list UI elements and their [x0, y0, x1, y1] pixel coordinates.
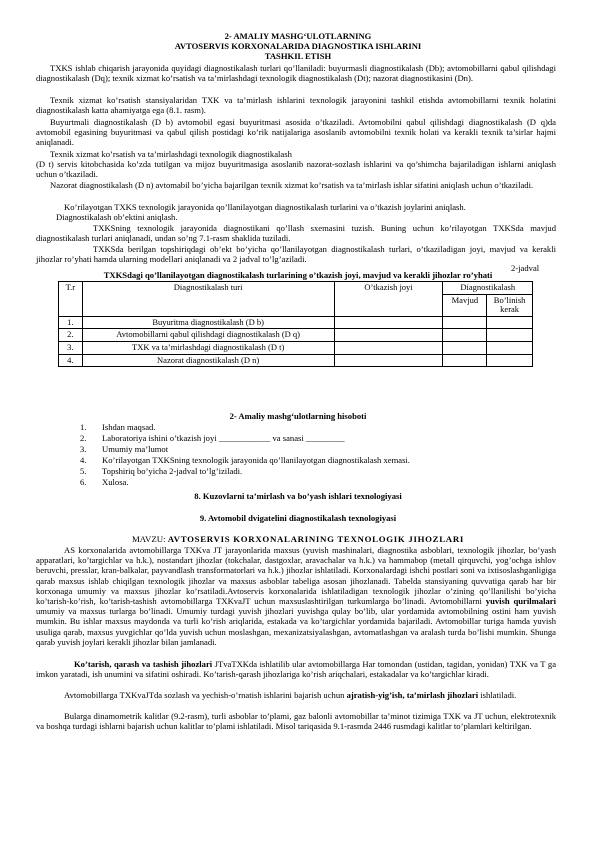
row-required-cell [487, 329, 533, 342]
row-available-cell [443, 316, 487, 329]
list-number: 4. [80, 455, 87, 465]
row-number: 2. [59, 329, 83, 342]
table-row [59, 329, 533, 342]
heading-line-3: TASHKIL ETISH [264, 51, 332, 61]
row-required-cell [487, 354, 533, 367]
list-text: Topshiriq bo’yicha 2-jadval to’lg’iziladi. [102, 466, 243, 476]
row-number: 4. [59, 354, 83, 367]
table-row [59, 354, 533, 367]
row-number: 3. [59, 341, 83, 354]
header-diagnostic-type: Diagnostikalash turi [82, 282, 334, 317]
row-diagnostic-type: Avtomobillarni qabul qilishdagi diagnostikalash (D q) [82, 329, 334, 342]
list-item [80, 477, 410, 488]
row-diagnostic-type: Buyuritma diagnostikalash (D b) [82, 316, 334, 329]
list-item [80, 444, 410, 455]
row-diagnostic-type: TXK va ta’mirlashdagi diagnostikalash (D t) [82, 341, 334, 354]
body-bold-term: ajratish-yig’ish, ta’mirlash jihozlari [346, 690, 479, 700]
body-bold-term: Ko’tarish, qarash va tashish jihozlari [74, 659, 213, 669]
intro-paragraph-5: (D t) servis kitobchasida ko’zda tutilgan va mijoz buyuritmasiga asoslanib nazorat-sozlash ishlarini va qo’shimcha bajariladigan ishlarni aniqlash uchun o’tkaziladi. [36, 159, 556, 180]
body-paragraph-3 [36, 690, 556, 700]
body-paragraph-2 [36, 659, 556, 679]
list-item [80, 455, 410, 466]
section-9-heading: 9. Avtomobil dvigatelini diagnostikalash texnologiyasi [199, 513, 397, 523]
list-text: Ko’rilayotgan TXKSning texnologik jarayonida qo’llanilayotgan diagnostikalash xemasi. [102, 455, 410, 465]
list-number: 6. [80, 477, 87, 487]
list-text: Umumiy ma’lumot [102, 444, 169, 454]
row-available-cell [443, 329, 487, 342]
body-paragraph-1 [36, 545, 556, 647]
row-available-cell [443, 341, 487, 354]
table-header-row [59, 282, 533, 295]
section-8-heading: 8. Kuzovlarni ta’mirlash va bo’yash ishlari texnologiyasi [194, 491, 402, 501]
list-number: 1. [80, 422, 87, 432]
row-location-cell [334, 354, 443, 367]
row-location-cell [334, 329, 443, 342]
list-text: Xulosa. [102, 477, 129, 487]
header-location: O’tkazish joyi [334, 282, 443, 317]
list-text: Laboratoriya ishini o’tkazish joyi ____________ va sanasi _________ [102, 433, 345, 443]
list-text: Ishdan maqsad. [102, 422, 156, 432]
topic-heading [0, 534, 596, 544]
row-required-cell [487, 316, 533, 329]
intro-paragraph-9: TXKSning texnologik jarayonida diagnostikani qo’llash sxemasini tuzish. Buning uchun ko’rilayotgan TXKSda mavjud diagnostikalash turlari aniqlanadi, undan so’ng 7.1-rasm shaklida tuziladi. [36, 223, 556, 244]
list-item [80, 422, 410, 433]
list-number: 3. [80, 444, 87, 454]
row-available-cell [443, 354, 487, 367]
body-text: AS korxonalarida avtomobillarga TXKva JT jarayonlarida maxsus (yuvish mashinalari, diagnostika asboblari, texnologik jihozlar, bo’yash apparatlari, ko’targichlar va h.k.), nostandart jihozlar (tokchalar, dastgoxlar, aravachalar va h.k.) va hammabop (metall qirquvchi, yog’ochga ishlov beruvchi, presslar, kran-balkalar, payvandlash transformatorlari va h.k.) jihozlar ishlatiladi. Korxonalardagi ishchi postlari soni va ixtisoslashganligiga qarab maxsus ishlab chiqilgan texnologik jihozlar va maxsus asboblar tabeliga asosan jihozlanadi. Tabelda stansiyaning quvvatiga qarab har bir korxonaga umumiy va maxsus jihozlar ko’rsatiladi.Avtoservis korxonalarida ishlatiladigan texnologik jihozlar o’zining qo’llanilishi bo’yicha ko’tarish-ko’rish, ko’tarish-tashish avtomobillarga TXKvaJT uchun maxsuslashtirilgan turkumlarga bo’linadi. Avtomobillarni [36, 545, 556, 607]
list-item [80, 433, 410, 444]
heading-line-1: 2- AMALIY MASHGʻULOTLARNING [224, 31, 372, 41]
row-number: 1. [59, 316, 83, 329]
subheader-available: Mavjud [443, 294, 487, 316]
topic-label: MAVZU: [131, 534, 168, 544]
intro-paragraph-7: Ko’rilayotgan TXKS texnologik jarayonida qo’llanilayotgan diagnostikalash turlarini va o’tkazish joylarini aniqlash. [64, 202, 466, 212]
intro-paragraph-6: Nazorat diagnostikalash (D n) avtomabil bo’yicha bajarilgan texnik xizmat ko’rsatish va ta’mirlash ishlar sifatini aniqlash uchun o’tkaziladi. [50, 180, 534, 190]
body-text: Avtomobillarga TXKvaJTda sozlash va yechish-o’rnatish ishlarini bajarish uchun [64, 690, 347, 700]
table-reference: 2-jadval [511, 263, 540, 273]
header-number: T.r [59, 282, 83, 317]
body-text: umumiy va maxsus turlarga bo’linadi. Umumiy turdagi yuvish jihozlari yuvishga qulay bo’lib, ular yordamida avtomobilning ostini ham yuvish mumkin. Bu ishlar maxsus maydonda va turli ko’rish ariqlarida, estakada va ko’targichlar yordamida bajariladi. Avtomobillar turiga hamda yuvish usuliga qarab, maxsus yuvgichlar qo’lda yuvish uchun moslashgan, mexanizatsiyalashgan, avtomatlashgan va aralash turda bo’lishi mumkin. Shunga qarab yuvish joylari kerakli jihozlar bilan jamlanadi. [36, 606, 556, 647]
intro-paragraph-1: TXKS ishlab chiqarish jarayonida quyidagi diagnostikalash turlari qo’llaniladi: buyurmasli diagnostikalash (Db); avtomobillarni qabul qilishdagi diagnostikalash (Dq); texnik xizmat ko’rsatish va ta’mirlashdagi texnologik diagnostikalash (Dt); nazorat diagnostikasini (Dn). [36, 63, 556, 84]
row-location-cell [334, 341, 443, 354]
list-number: 2. [80, 433, 87, 443]
intro-paragraph-3: Buyurtmali diagnostikalash (D b) avtomobil egasi buyuritmasi asosida o’tkaziladi. Avtomobilni qabul qilishdagi diagnostikalash (D q)da avtomobil egasining buyuritmasi va qabul qilish postidagi ko’rik natijalariga asoslanib avtomobilni texnik holati va kerakli texnik ta’sirlar hajmi aniqlanadi. [36, 117, 556, 148]
intro-paragraph-2: Texnik xizmat ko’rsatish stansiyalaridan TXK va ta’mirlash ishlarini texnologik jarayonini tashkil etishda avtomobillarni texnik holatini diagnostikalash katta ahamiyatga ega (8.1. rasm). [36, 95, 556, 116]
header-diagnostics: Diagnostikalash [443, 282, 533, 295]
report-list [80, 422, 410, 488]
body-paragraph-4: Bularga dinamometrik kalitlar (9.2-rasm), turli asboblar to’plami, gaz balonli avtomobillar ta’minot tizimiga TXK va JT uchun, elektrotexnik va boshqa turdagi ishlarni bajarish uchun kalitlar to’plami ishlatiladi. Misol tariqasida 9.1-rasmda 2446 rusmdagi kalitlar to’plamlari keltirilgan. [36, 711, 556, 732]
body-text: JTvaTXKda ishlatilib ular avtomobillarga Har tomondan (ustidan, tagidan, yonidan) TXK va T ga imkon yaratadi, ish unumini va sifatini oshiradi. Ko’tarish-qarash jihozlariga ko’rish ariqchalari, estakadalar va ko’targichlar kiradi. [36, 659, 557, 680]
row-location-cell [334, 316, 443, 329]
intro-paragraph-8: Diagnostikalash ob’ektini aniqlash. [56, 212, 178, 222]
subheader-required: Bo’linish kerak [487, 294, 533, 316]
row-diagnostic-type: Nazorat diagnostikalash (D n) [82, 354, 334, 367]
table-caption: TXKSdagi qo’llanilayotgan diagnostikalash turlarining o’tkazish joyi, mavjud va kerakli jihozlar ro’yhati [103, 270, 493, 280]
table-row [59, 316, 533, 329]
list-item [80, 466, 410, 477]
report-title: 2- Amaliy mashgʻulotlarning hisoboti [229, 411, 367, 421]
intro-paragraph-10: TXKSda berilgan topshiriqdagi ob’ekt bo’yicha qo’llanilayotgan diagnostikalash turlari, o’tkaziladigan joyi, mavjud va kerakli jihozlar ro’yhati hamda ularning modellari aniqlanadi va 2 jadval to’lg’aziladi. [36, 244, 556, 265]
intro-paragraph-4: Texnik xizmat ko’rsatish va ta’mirlashdagi texnologik diagnostikalash [50, 149, 292, 159]
row-required-cell [487, 341, 533, 354]
table-row [59, 341, 533, 354]
body-bold-term: yuvish qurilmalari [485, 596, 556, 607]
diagnostics-table [58, 281, 533, 367]
topic-title: AVTOSERVIS KORXONALARINING TEXNOLOGIK JIHOZLARI [167, 534, 465, 544]
list-number: 5. [80, 466, 87, 476]
body-text: ishlatiladi. [478, 690, 517, 700]
heading-line-2: AVTOSERVIS KORXONALARIDA DIAGNOSTIKA ISHLARINI [174, 41, 422, 51]
